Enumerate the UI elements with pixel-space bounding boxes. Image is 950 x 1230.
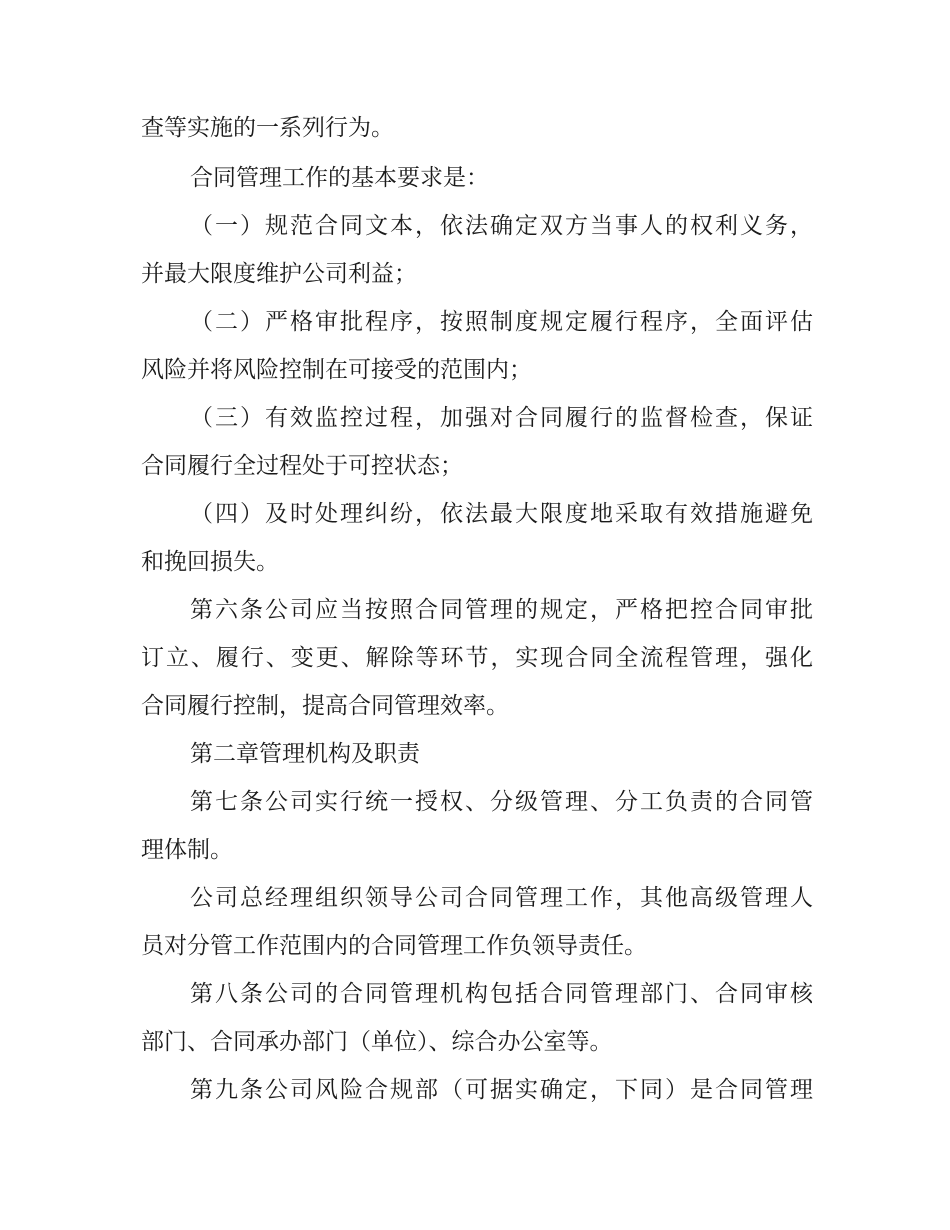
text-line: 合同履行全过程处于可控状态；: [141, 453, 463, 479]
text-line: 和挽回损失。: [141, 549, 279, 575]
text-line: 公司总经理组织领导公司合同管理工作，其他高级管理人: [190, 885, 813, 911]
text-line: 第八条公司的合同管理机构包括合同管理部门、合同审核: [190, 981, 813, 1007]
text-line: 订立、履行、变更、解除等环节，实现合同全流程管理，强化: [141, 645, 813, 671]
text-line: 理体制。: [141, 837, 233, 863]
text-line: 合同履行控制，提高合同管理效率。: [141, 693, 509, 719]
text-line: 第九条公司风险合规部（可据实确定，下同）是合同管理: [190, 1077, 813, 1103]
section-heading: 第二章管理机构及职责: [190, 741, 420, 767]
text-line: 第七条公司实行统一授权、分级管理、分工负责的合同管: [190, 789, 813, 815]
text-line: （一）规范合同文本，依法确定双方当事人的权利义务，: [190, 213, 813, 239]
text-line: （三）有效监控过程，加强对合同履行的监督检查，保证: [190, 405, 813, 431]
text-line: 合同管理工作的基本要求是：: [190, 165, 489, 191]
text-line: 并最大限度维护公司利益；: [141, 261, 417, 287]
text-line: 部门、合同承办部门（单位）、综合办公室等。: [141, 1029, 613, 1055]
text-line: 员对分管工作范围内的合同管理工作负领导责任。: [141, 933, 647, 959]
text-line: 第六条公司应当按照合同管理的规定，严格把控合同审批: [190, 597, 813, 623]
text-line: 查等实施的一系列行为。: [141, 115, 394, 141]
text-line: （四）及时处理纠纷，依法最大限度地采取有效措施避免: [190, 501, 813, 527]
text-line: 风险并将风险控制在可接受的范围内；: [141, 357, 532, 383]
text-line: （二）严格审批程序，按照制度规定履行程序，全面评估: [190, 309, 813, 335]
